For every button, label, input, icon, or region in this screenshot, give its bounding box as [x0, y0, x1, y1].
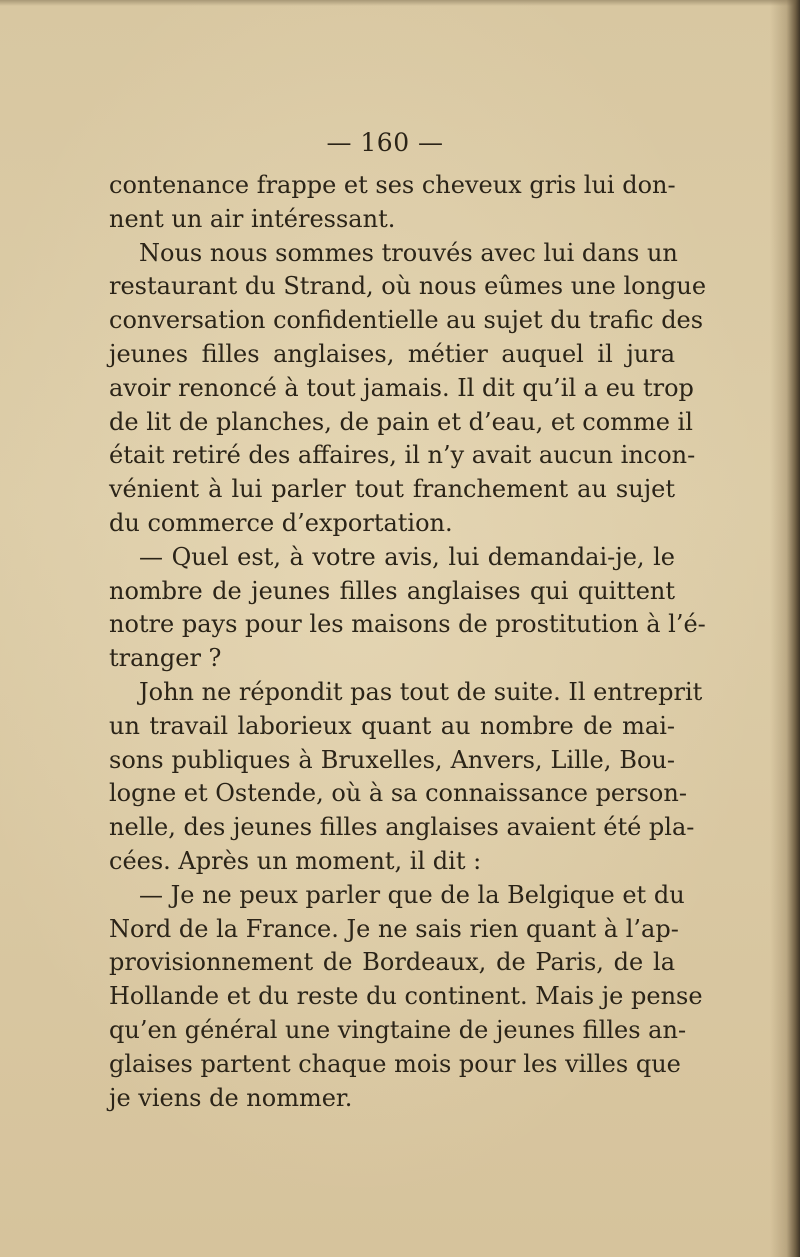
page-binding-shadow	[770, 0, 800, 1257]
text-line: du commerce d’exportation.	[109, 508, 453, 537]
text-line: cées. Après un moment, il dit :	[109, 846, 482, 875]
text-line: conversation confidentielle au sujet du trafic des	[109, 306, 704, 335]
text-line: qu’en général une vingtaine de jeunes filles an-	[109, 1015, 687, 1044]
text-line: Nous nous sommes trouvés avec lui dans un	[139, 238, 678, 267]
text-line: sons publiques à Bruxelles, Anvers, Lille, Bou-	[109, 745, 675, 774]
text-line: contenance frappe et ses cheveux gris lui don-	[109, 171, 676, 199]
text-line: — Quel est, à votre avis, lui demandai-je, le	[139, 542, 675, 571]
text-line: un travail laborieux quant au nombre de mai-	[109, 711, 675, 740]
text-line: avoir renoncé à tout jamais. Il dit qu’il a eu trop	[109, 373, 694, 402]
text-line: nent un air intéressant.	[109, 204, 396, 233]
text-line: glaises partent chaque mois pour les villes que	[109, 1049, 681, 1078]
page-number: — 160 —	[326, 128, 444, 157]
text-line: tranger ?	[109, 644, 222, 673]
text-line: nelle, des jeunes filles anglaises avaient été pla-	[109, 813, 695, 842]
text-line: nombre de jeunes filles anglaises qui quittent	[109, 576, 675, 605]
text-line: je viens de nommer.	[109, 1083, 353, 1112]
text-line: notre pays pour les maisons de prostitution à l’é-	[109, 610, 706, 639]
text-line: John ne répondit pas tout de suite. Il entreprit	[139, 677, 703, 706]
text-line: restaurant du Strand, où nous eûmes une longue	[109, 272, 707, 301]
text-line: Hollande et du reste du continent. Mais je pense	[109, 982, 703, 1011]
text-line: de lit de planches, de pain et d’eau, et comme il	[109, 407, 693, 436]
text-line: provisionnement de Bordeaux, de Paris, de la	[109, 948, 675, 977]
text-line: Nord de la France. Je ne sais rien quant à l’ap-	[109, 914, 679, 943]
text-line: logne et Ostende, où à sa connaissance person-	[109, 779, 687, 808]
page-top-edge	[0, 0, 800, 6]
text-line: — Je ne peux parler que de la Belgique et du	[139, 880, 685, 909]
text-line: vénient à lui parler tout franchement au sujet	[109, 475, 675, 504]
text-line: jeunes filles anglaises, métier auquel il jura	[109, 339, 675, 368]
body-text	[109, 169, 707, 1115]
text-line: était retiré des affaires, il n’y avait aucun incon-	[109, 441, 696, 470]
